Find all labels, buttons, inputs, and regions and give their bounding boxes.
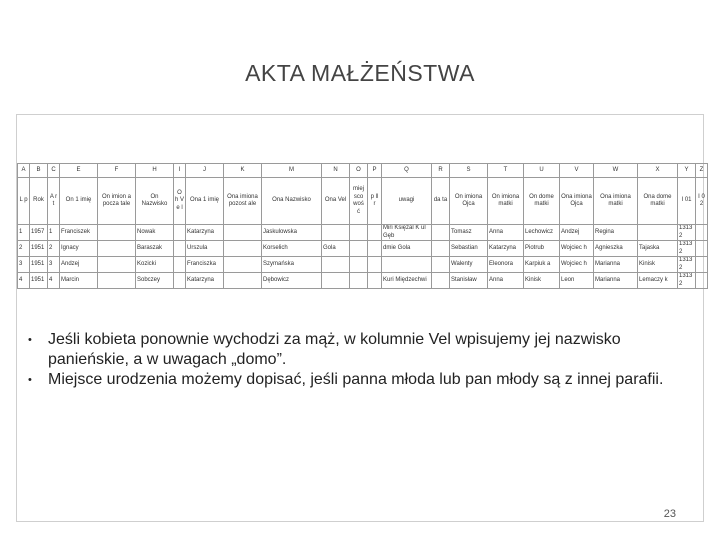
slide-title: AKTA MAŁŻEŃSTWA [245, 60, 475, 86]
table-cell: V [560, 164, 594, 178]
table-cell: Marcin [60, 273, 98, 289]
table-cell [432, 257, 450, 273]
table-cell: R [432, 164, 450, 178]
table-cell: Ona imiona matki [594, 178, 638, 225]
table-cell: Sobczey [136, 273, 174, 289]
table-cell: 3 [18, 257, 30, 273]
table-cell: Karpiuk a [524, 257, 560, 273]
table-cell [322, 273, 350, 289]
table-cell: Ona dome matki [638, 178, 678, 225]
table-cell: F [98, 164, 136, 178]
table-cell: Marianna [594, 273, 638, 289]
table-cell: Andzej [560, 225, 594, 241]
table-cell: C [48, 164, 60, 178]
table-cell: miej sco woś ć [350, 178, 368, 225]
table-cell [382, 257, 432, 273]
table-cell: 1313 2 [678, 241, 696, 257]
table-cell: Eleonora [488, 257, 524, 273]
table-cell [432, 241, 450, 257]
table-cell [98, 225, 136, 241]
table-cell: M [262, 164, 322, 178]
table-cell: Stanisław [450, 273, 488, 289]
table-row [18, 225, 708, 241]
table-cell: W [594, 164, 638, 178]
table-cell: I [174, 164, 186, 178]
table-cell: Gola [322, 241, 350, 257]
table-cell: Kinisk [638, 257, 678, 273]
table-cell [432, 225, 450, 241]
table-cell [174, 273, 186, 289]
table-cell [368, 225, 382, 241]
column-header-row [18, 178, 708, 225]
table-cell: H [136, 164, 174, 178]
table-cell: Anna [488, 273, 524, 289]
bullet-dot-icon: • [28, 374, 32, 386]
table-cell: Miri Księżal K ul Gęb [382, 225, 432, 241]
table-cell: E [60, 164, 98, 178]
table-cell: 1951 [30, 257, 48, 273]
table-cell: J [186, 164, 224, 178]
table-cell [174, 257, 186, 273]
table-cell: 1957 [30, 225, 48, 241]
table-cell: Lemaczy k [638, 273, 678, 289]
table-cell [350, 257, 368, 273]
table-cell: Andzej [60, 257, 98, 273]
table-cell: Dębowicz [262, 273, 322, 289]
table-cell: 2 [48, 241, 60, 257]
table-cell [350, 225, 368, 241]
table-cell [224, 257, 262, 273]
table-cell [322, 225, 350, 241]
table-cell [350, 241, 368, 257]
table-cell [98, 241, 136, 257]
table-cell: On 1 imię [60, 178, 98, 225]
table-cell [696, 273, 708, 289]
table-cell: 4 [48, 273, 60, 289]
table-cell: dmie Gola [382, 241, 432, 257]
table-cell: Lechowicz [524, 225, 560, 241]
table-cell: Kinisk [524, 273, 560, 289]
table-cell: 1 [18, 225, 30, 241]
table-cell: O h V e l [174, 178, 186, 225]
table-cell [696, 257, 708, 273]
table-cell: Kuri Międzechwi [382, 273, 432, 289]
table-cell: Franciszek [60, 225, 98, 241]
table-cell: Walenty [450, 257, 488, 273]
table-cell: 1951 [30, 273, 48, 289]
page-number: 23 [663, 508, 676, 520]
table-cell: L p [18, 178, 30, 225]
table-cell [224, 241, 262, 257]
note-text: Jeśli kobieta ponownie wychodzi za mąż, w kolumnie Vel wpisujemy jej nazwisko panieńskie, a w uwagach „domo”. [48, 331, 621, 368]
table-cell: O [350, 164, 368, 178]
table-cell [696, 241, 708, 257]
table-cell [174, 241, 186, 257]
marriage-records-table [17, 163, 708, 289]
table-cell: Anna [488, 225, 524, 241]
table-cell: Z [696, 164, 708, 178]
table-cell: Ignacy [60, 241, 98, 257]
table-cell: I 0 2 [696, 178, 708, 225]
table-cell: Baraszak [136, 241, 174, 257]
table-cell: N [322, 164, 350, 178]
table-cell: U [524, 164, 560, 178]
table-cell: 1313 2 [678, 257, 696, 273]
table-cell [98, 257, 136, 273]
table-cell: 2 [18, 241, 30, 257]
table-cell [98, 273, 136, 289]
table-cell [638, 225, 678, 241]
table-cell: Ona 1 imię [186, 178, 224, 225]
table-cell: Katarzyna [488, 241, 524, 257]
table-cell: Ona imiona pozost ale [224, 178, 262, 225]
table-cell: Y [678, 164, 696, 178]
table-cell: On Nazwisko [136, 178, 174, 225]
table-cell: Rok [30, 178, 48, 225]
table-cell: Leon [560, 273, 594, 289]
note-item [28, 330, 698, 370]
table-cell: Korselich [262, 241, 322, 257]
table-cell: Urszula [186, 241, 224, 257]
table-cell: Kozicki [136, 257, 174, 273]
table-cell: X [638, 164, 678, 178]
table-cell: A [18, 164, 30, 178]
table-cell: Q [382, 164, 432, 178]
table-cell: Ona imiona Ojca [560, 178, 594, 225]
table-cell: 1 [48, 225, 60, 241]
table-cell: Wojciec h [560, 241, 594, 257]
table-cell: Katarzyna [186, 273, 224, 289]
table-cell [368, 273, 382, 289]
table-cell [432, 273, 450, 289]
table-cell: On dome matki [524, 178, 560, 225]
table-cell: Tomasz [450, 225, 488, 241]
table-cell [368, 241, 382, 257]
table-cell: Katarzyna [186, 225, 224, 241]
table-cell [696, 225, 708, 241]
table-cell [174, 225, 186, 241]
table-cell: 1313 2 [678, 225, 696, 241]
table-cell: Ona Vel [322, 178, 350, 225]
column-letter-row [18, 164, 708, 178]
table-cell: Szymańska [262, 257, 322, 273]
table-cell: I 01 [678, 178, 696, 225]
table-cell: 1313 2 [678, 273, 696, 289]
table-cell [368, 257, 382, 273]
table-cell: Ona Nazwisko [262, 178, 322, 225]
table-cell [224, 225, 262, 241]
table-cell: On imiona Ojca [450, 178, 488, 225]
table-cell: B [30, 164, 48, 178]
table-cell: P [368, 164, 382, 178]
table-cell: Piotrub [524, 241, 560, 257]
bullet-dot-icon: • [28, 334, 32, 346]
table-cell [350, 273, 368, 289]
table-cell: On imion a pocza tale [98, 178, 136, 225]
table-cell: A r t [48, 178, 60, 225]
note-text: Miejsce urodzenia możemy dopisać, jeśli panna młoda lub pan młody są z innej parafii. [48, 371, 664, 388]
table-cell: Tajaska [638, 241, 678, 257]
table-cell: Jaskulowska [262, 225, 322, 241]
table-cell: Nowak [136, 225, 174, 241]
note-item [28, 370, 698, 390]
table-cell: Marianna [594, 257, 638, 273]
table-cell: 4 [18, 273, 30, 289]
table-row [18, 257, 708, 273]
notes-list [28, 330, 698, 390]
table-cell: 1951 [30, 241, 48, 257]
table-cell [224, 273, 262, 289]
table-cell: S [450, 164, 488, 178]
table-row [18, 273, 708, 289]
table-cell: T [488, 164, 524, 178]
table-cell: Franciszka [186, 257, 224, 273]
table-cell: Agnieszka [594, 241, 638, 257]
table-cell: Wojciec h [560, 257, 594, 273]
table-cell: uwagi [382, 178, 432, 225]
table-cell: On imiona matki [488, 178, 524, 225]
table-cell: K [224, 164, 262, 178]
table-cell: 3 [48, 257, 60, 273]
table-cell: Sebastian [450, 241, 488, 257]
table-row [18, 241, 708, 257]
table-cell: da ta [432, 178, 450, 225]
table-cell [322, 257, 350, 273]
table-cell: Regina [594, 225, 638, 241]
table-cell: p ll r [368, 178, 382, 225]
